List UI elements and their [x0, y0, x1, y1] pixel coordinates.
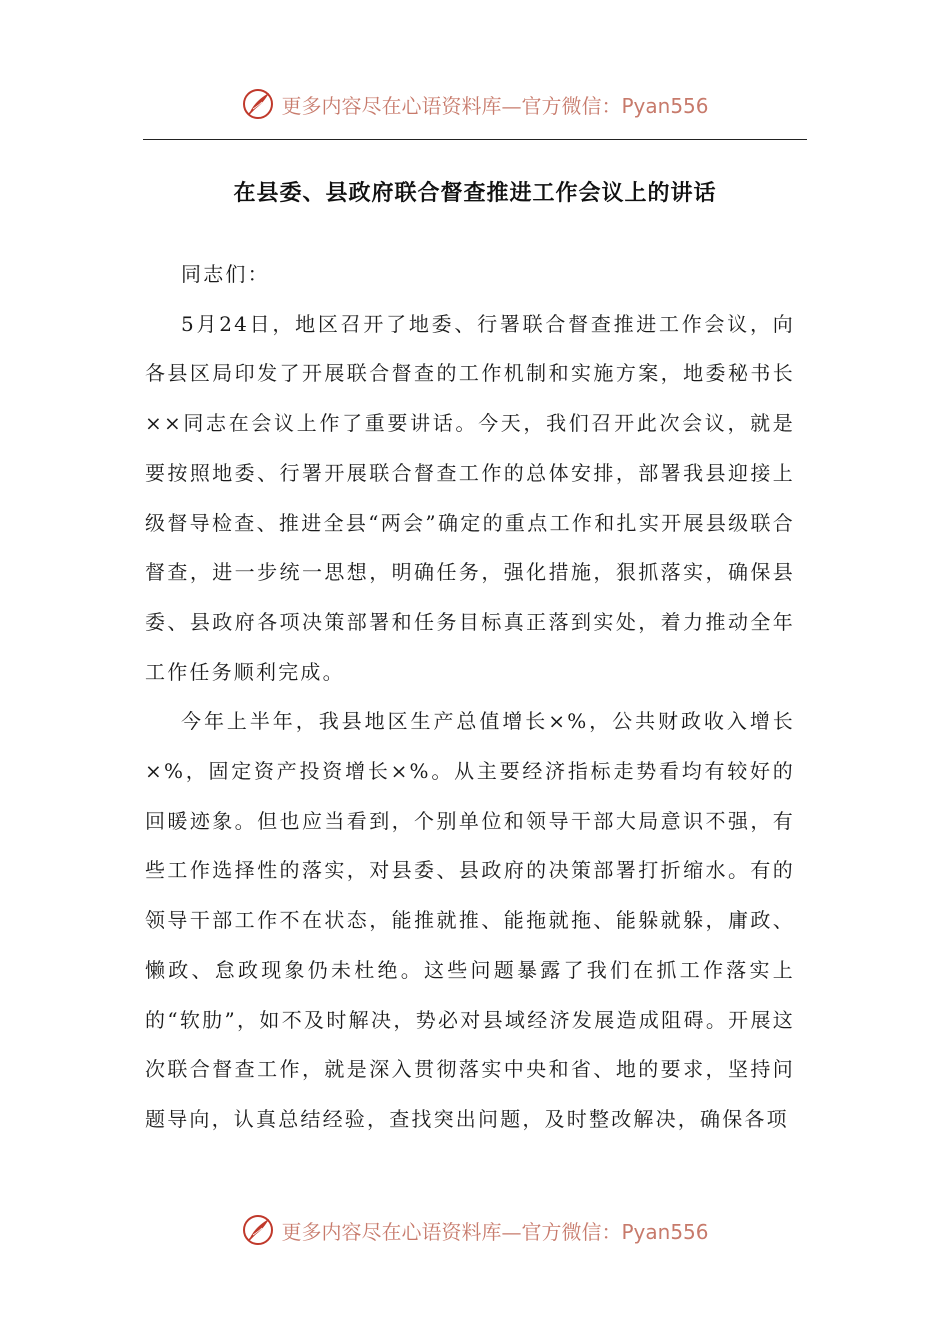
watermark-wechat-id: Pyan556: [621, 93, 709, 118]
salutation: 同志们：: [181, 262, 270, 286]
header-divider: [143, 139, 807, 140]
header-watermark: [0, 86, 950, 122]
footer-watermark: [0, 1212, 950, 1248]
paragraph: 今年上半年，我县地区生产总值增长×%，公共财政收入增长×%，固定资产投资增长×%。从主要经济指标走势看均有较好的回暖迹象。但也应当看到，个别单位和领导干部大局意识不强，有些工作选择性的落实，对县委、县政府的决策部署打折缩水。有的领导干部工作不在状态，能推就推、能拖就拖、能躲就躲，庸政、懒政、怠政现象仍未杜绝。这些问题暴露了我们在抓工作落实上的“软肋”，如不及时解决，势必对县域经济发展造成阻碍。开展这次联合督查工作，就是深入贯彻落实中央和省、地的要求，坚持问题导向，认真总结经验，查找突出问题，及时整改解决，确保各项: [145, 709, 795, 1131]
document-title: 在县委、县政府联合督查推进工作会议上的讲话: [233, 180, 717, 206]
watermark-text: 更多内容尽在心语资料库—官方微信：Pyan556: [281, 1219, 709, 1244]
document-body: [145, 250, 795, 1145]
watermark-text: 更多内容尽在心语资料库—官方微信：Pyan556: [281, 93, 709, 118]
feather-pen-logo-icon: [241, 1213, 275, 1247]
watermark-wechat-id: Pyan556: [621, 1219, 709, 1244]
paragraph: 5月24日，地区召开了地委、行署联合督查推进工作会议，向各县区局印发了开展联合督查的工作机制和实施方案，地委秘书长××同志在会议上作了重要讲话。今天，我们召开此次会议，就是要按照地委、行署开展联合督查工作的总体安排，部署我县迎接上级督导检查、推进全县“两会”确定的重点工作和扎实开展县级联合督查，进一步统一思想，明确任务，强化措施，狠抓落实，确保县委、县政府各项决策部署和任务目标真正落到实处，着力推动全年工作任务顺利完成。: [145, 311, 795, 684]
feather-pen-logo-icon: [241, 87, 275, 121]
